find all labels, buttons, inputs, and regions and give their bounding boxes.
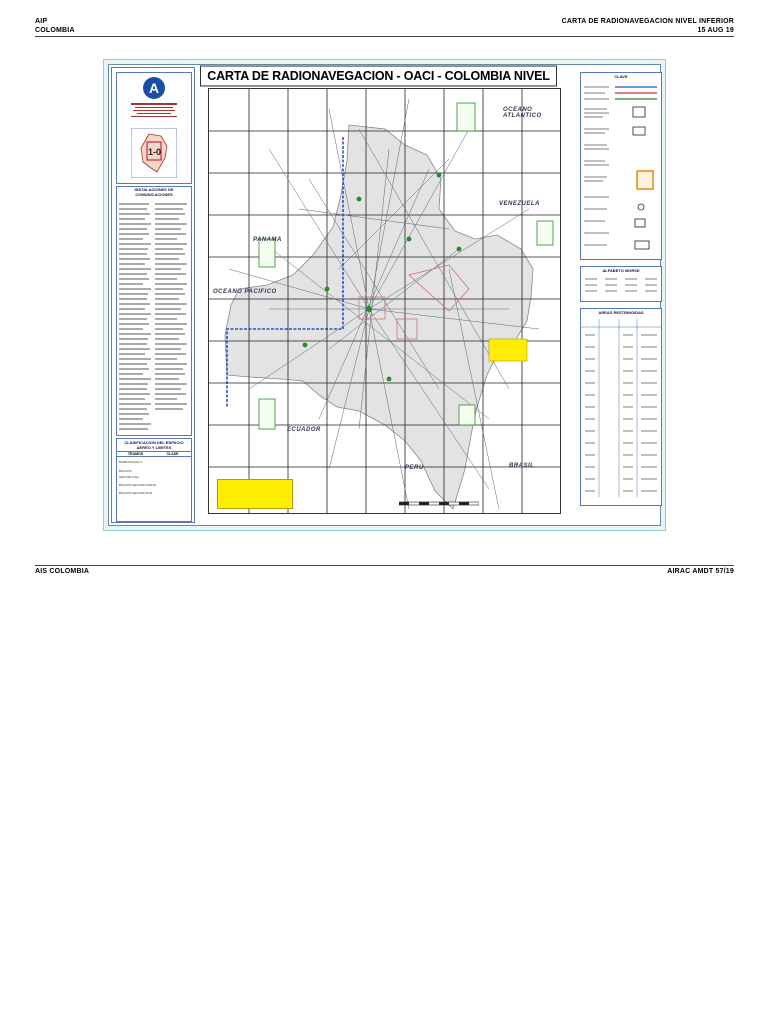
label-venezuela: VENEZUELA bbox=[499, 201, 540, 207]
comms-title: INSTALACIONES DE COMUNICACIONES bbox=[134, 187, 174, 197]
authority-text-lines bbox=[125, 102, 183, 119]
header-date: 15 AUG 19 bbox=[697, 27, 734, 34]
footer-rule bbox=[35, 565, 734, 566]
airspace-class-box bbox=[116, 438, 192, 522]
yellow-note-map bbox=[489, 339, 527, 361]
header-country: COLOMBIA bbox=[35, 27, 75, 34]
label-panama: PANAMA bbox=[253, 237, 282, 243]
label-brasil: BRASIL bbox=[509, 463, 535, 469]
legend-box bbox=[580, 72, 662, 260]
scale-bar bbox=[399, 501, 479, 507]
svg-text:1-0: 1-0 bbox=[148, 147, 162, 157]
airspace-row: BOGOTA SECTOR NORTE bbox=[119, 483, 157, 487]
header-chart-name: CARTA DE RADIONAVEGACION NIVEL INFERIOR bbox=[561, 18, 734, 25]
footer-right: AIRAC AMDT 57/19 bbox=[667, 568, 734, 575]
label-peru: PERU bbox=[405, 465, 424, 471]
authority-logo-box bbox=[116, 72, 192, 184]
airspace-header-tramos: TRAMOS bbox=[127, 452, 144, 456]
airspace-header-clase: CLASE bbox=[166, 452, 179, 456]
index-map-icon bbox=[131, 128, 177, 178]
restricted-areas-box bbox=[580, 308, 662, 506]
map-area bbox=[208, 88, 561, 514]
airspace-title: CLASIFICACION DEL ESPACIO AEREO Y LIMITES bbox=[124, 440, 184, 450]
label-ecuador: ECUADOR bbox=[287, 427, 321, 433]
right-legend-panel bbox=[580, 72, 662, 522]
airspace-row: SECTOR CALI bbox=[119, 475, 139, 479]
navigation-chart bbox=[103, 59, 666, 531]
chart-title: CARTA DE RADIONAVEGACION - OACI - COLOMBIA NIVEL bbox=[200, 66, 557, 87]
comms-text-lines bbox=[117, 197, 191, 437]
footer-left: AIS COLOMBIA bbox=[35, 568, 90, 575]
legend-title: CLAVE bbox=[614, 74, 628, 79]
restricted-title: AREAS RESTRINGIDAS bbox=[598, 310, 644, 315]
header-rule bbox=[35, 36, 734, 37]
legend-symbols bbox=[581, 79, 661, 259]
map-graphic bbox=[209, 89, 560, 513]
label-atlantic: OCEANO ATLANTICO bbox=[503, 107, 542, 119]
airspace-row: BOGOTA bbox=[119, 469, 132, 473]
label-pacific: OCEANO PACIFICO bbox=[213, 289, 277, 295]
morse-table bbox=[581, 273, 661, 301]
left-info-panel bbox=[111, 67, 195, 523]
coordination-notice bbox=[217, 479, 293, 509]
header-aip: AIP bbox=[35, 18, 48, 25]
aviation-authority-logo: A bbox=[143, 77, 165, 99]
restricted-table bbox=[581, 315, 661, 505]
airspace-row: BOGOTA SECTOR SUR bbox=[119, 491, 152, 495]
morse-title: ALFABETO MORSE bbox=[602, 268, 640, 273]
comms-box bbox=[116, 186, 192, 436]
morse-box bbox=[580, 266, 662, 302]
airspace-row: BARRANQUILLA bbox=[119, 460, 143, 464]
